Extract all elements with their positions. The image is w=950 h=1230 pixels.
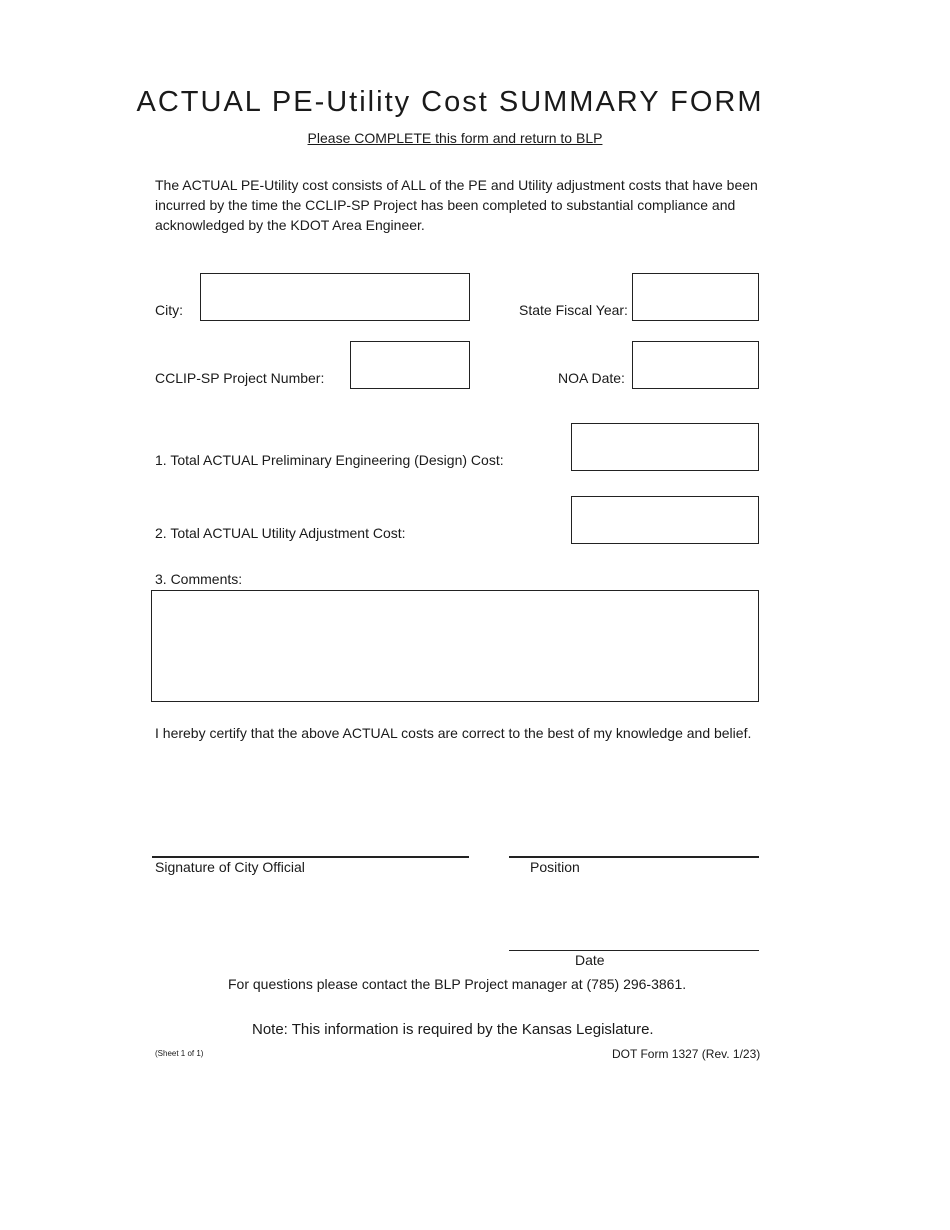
- form-subtitle: Please COMPLETE this form and return to BLP: [307, 130, 603, 146]
- noa-date-label: NOA Date:: [558, 370, 625, 386]
- intro-paragraph: The ACTUAL PE-Utility cost consists of ALL of the PE and Utility adjustment costs that have been incurred by the time the CCLIP-SP Project has been completed to substantial compliance and acknowledged by the KDOT Area Engineer.: [155, 177, 758, 233]
- city-input[interactable]: [200, 273, 470, 321]
- project-number-input[interactable]: [350, 341, 470, 389]
- form-id: DOT Form 1327 (Rev. 1/23): [612, 1047, 761, 1061]
- city-label: City:: [155, 302, 183, 318]
- design-cost-input[interactable]: [571, 423, 759, 471]
- position-label: Position: [530, 859, 580, 875]
- comments-textarea[interactable]: [151, 590, 759, 702]
- date-label: Date: [575, 952, 605, 968]
- utility-cost-label: 2. Total ACTUAL Utility Adjustment Cost:: [155, 525, 406, 541]
- fiscal-year-label: State Fiscal Year:: [519, 302, 628, 318]
- utility-cost-input[interactable]: [571, 496, 759, 544]
- project-number-label: CCLIP-SP Project Number:: [155, 370, 325, 386]
- noa-date-input[interactable]: [632, 341, 759, 389]
- position-line[interactable]: [509, 856, 759, 858]
- signature-label: Signature of City Official: [155, 859, 305, 875]
- sheet-number: (Sheet 1 of 1): [155, 1049, 204, 1058]
- certification-text: I hereby certify that the above ACTUAL costs are correct to the best of my knowledge and belief.: [155, 725, 752, 741]
- date-line[interactable]: [509, 950, 759, 951]
- comments-label: 3. Comments:: [155, 571, 243, 587]
- signature-line[interactable]: [152, 856, 469, 858]
- form-title: ACTUAL PE-Utility Cost SUMMARY FORM: [136, 86, 764, 118]
- contact-text: For questions please contact the BLP Project manager at (785) 296-3861.: [228, 976, 687, 992]
- fiscal-year-input[interactable]: [632, 273, 759, 321]
- design-cost-label: 1. Total ACTUAL Preliminary Engineering (Design) Cost:: [155, 452, 504, 468]
- legislature-note: Note: This information is required by the Kansas Legislature.: [252, 1021, 654, 1038]
